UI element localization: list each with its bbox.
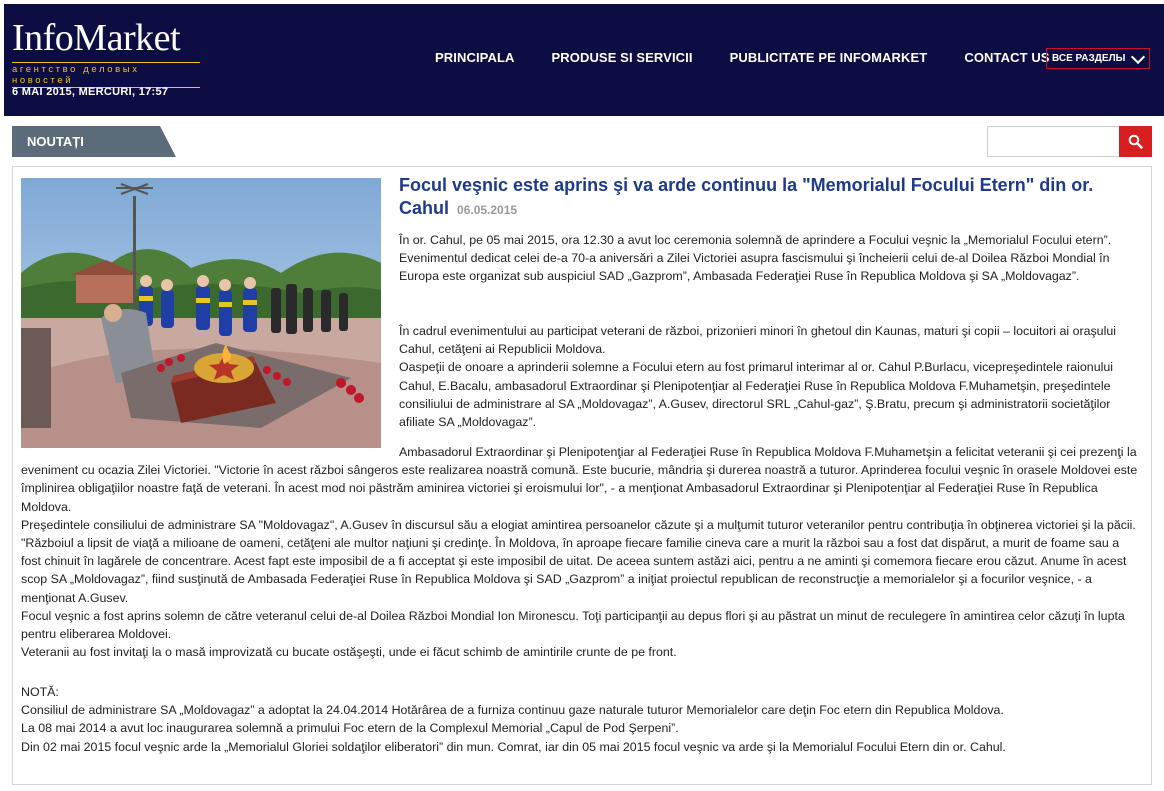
section-select-value: ВСЕ РАЗДЕЛЫ xyxy=(1052,53,1126,64)
site-header xyxy=(4,4,1164,116)
article-photo[interactable] xyxy=(21,178,381,448)
current-date: 6 MAI 2015, MERCURI, 17:57 xyxy=(12,86,169,98)
logo-subtitle: агентство деловых новостей xyxy=(12,62,200,88)
article-note: NOTĂ: Consiliul de administrare SA „Moldovagaz” a adoptat la 24.04.2014 Hotărârea de a furniza continuu gaze naturale tuturor Memorialelor care deţin Foc etern din Republica Moldova. La 08 mai 2014 a avut loc inaugurarea solemnă a primului Foc etern de la Complexul Memorial „Capul de Pod Şerpeni”. Din 02 mai 2015 focul veşnic arde la „Memorialul Gloriei soldaţilor eliberatori” din mun. Comrat, iar din 05 mai 2015 focul veşnic va arde şi la Memorialul Focului Etern din or. Cahul. xyxy=(21,685,1006,754)
main-nav xyxy=(435,50,1087,65)
nav-produse-si-servicii[interactable]: PRODUSE SI SERVICII xyxy=(551,50,693,65)
section-select[interactable] xyxy=(1046,48,1150,69)
article-date: 06.05.2015 xyxy=(457,203,518,217)
search-icon xyxy=(1128,134,1143,149)
memorial-ceremony-image xyxy=(21,178,381,448)
article-paragraph-2: În cadrul evenimentului au participat veterani de război, prizonieri minori în ghetoul din Kaunas, maturi şi copii – locuitori ai oraşului Cahul, cetăţeni ai Republicii Moldova. Oaspeţii de onoare a aprinderii solemne a Focului etern au fost primarul interimar al or. Cahul P.Burlacu, vicepreşedintele raionului Cahul, E.Bacalu, ambasadorul Extraordinar şi Plenipotenţiar al Federaţiei Ruse în Republica Moldova F.Muhametşin, preşedintele consiliului de administrare al SA „Moldovagaz”, A.Gusev, directorul SRL „Cahul-gaz”, Ş.Bratu, precum şi administratorii societăţilor afiliate SA „Moldovagaz”. xyxy=(399,324,1116,430)
article-paragraph-main: Ambasadorul Extraordinar şi Plenipotenţiar al Federaţiei Ruse în Republica Moldova F.Muhametşin a felicitat veteranii şi cei prezenţi la eveniment cu ocazia Zilei Victoriei. "Victorie în acest război sângeros este realizarea noastră comună. Este bucurie, mândria şi durerea noastră a tuturor. Aprinderea focului veşnic în orasele Moldovei este împlinirea obligaţiilor noastre faţă de veterani. În acest mod noi păstrăm aminirea victoriei şi eroismului lor", - a menţionat Ambasadorul Extraordinar şi Plenipotenţiar al Federaţiei Ruse în Republica Moldova. Preşedintele consiliului de administrare SA "Moldovagaz", A.Gusev în discursul său a elogiat amintirea persoanelor căzute şi a mulţumit tuturor veteranilor pentru contribuţia în obţinerea victoriei şi la păcii. "Războiul a lipsit de viaţă a milioane de oameni, cetăţeni ale multor naţiuni şi credinţe. În Moldova, în aproape fiecare familie cineva care a murit la război sau a fost dat dispărut, a murit de foame sau a fost chinuit în lagărele de concentrare. Acest fapt este imposibil de a fi acceptat şi este imposibil de uitat. De aceea suntem astăzi aici, pentru a ne aminti şi comemora fiecare erou căzut. Anume în acest scop SA „Moldovagaz”, fiind susţinută de Ambasada Federaţiei Ruse în Republica Moldova şi SAD „Gazprom” a iniţiat proiectul republican de reconstrucţie a memorialelor şi a focurilor veşnice, - a menţionat A.Gusev. Focul veşnic a fost aprins solemn de către veteranul celui de-al Doilea Război Mondial Ion Mironescu. Toţi participanţii au depus flori şi au păstrat un minut de reculegere în amintirea celor căzuţi în lupta pentru eliberarea Moldovei. Veteranii au fost invitaţi la o masă improvizată cu bucate ostăşeşti, unde ei făcut schimb de amintirile crunte de pe front. xyxy=(21,445,1138,660)
nav-publicitate[interactable]: PUBLICITATE PE INFOMARKET xyxy=(729,50,928,65)
article-title xyxy=(399,174,1139,222)
section-tab[interactable] xyxy=(12,126,176,157)
site-logo[interactable]: InfoMarket xyxy=(12,17,181,59)
article-title-text: Focul veşnic este aprins şi va arde continuu la "Memorialul Focului Etern" din or. Cahul xyxy=(399,175,1094,218)
article-paragraph-1: În or. Cahul, pe 05 mai 2015, ora 12.30 a avut loc ceremonia solemnă de aprindere a Focului veşnic la „Memorialul Focului etern”. Evenimentul dedicat celei de-a 70-a aniversări a Zilei Victoriei asupra fascismului şi încheierii celui de-al Doilea Război Mondial în Europa este organizat sub auspiciul SAD „Gazprom”, Ambasada Federaţiei Ruse în Republica Moldova şi SA „Moldovagaz”. xyxy=(399,233,1112,284)
nav-contact-us[interactable]: CONTACT US xyxy=(964,50,1050,65)
section-label: NOUTAȚI xyxy=(27,134,84,149)
search-input[interactable] xyxy=(987,126,1120,157)
chevron-down-icon xyxy=(1131,50,1145,64)
nav-principala[interactable]: PRINCIPALA xyxy=(435,50,515,65)
search-button[interactable] xyxy=(1119,126,1152,157)
